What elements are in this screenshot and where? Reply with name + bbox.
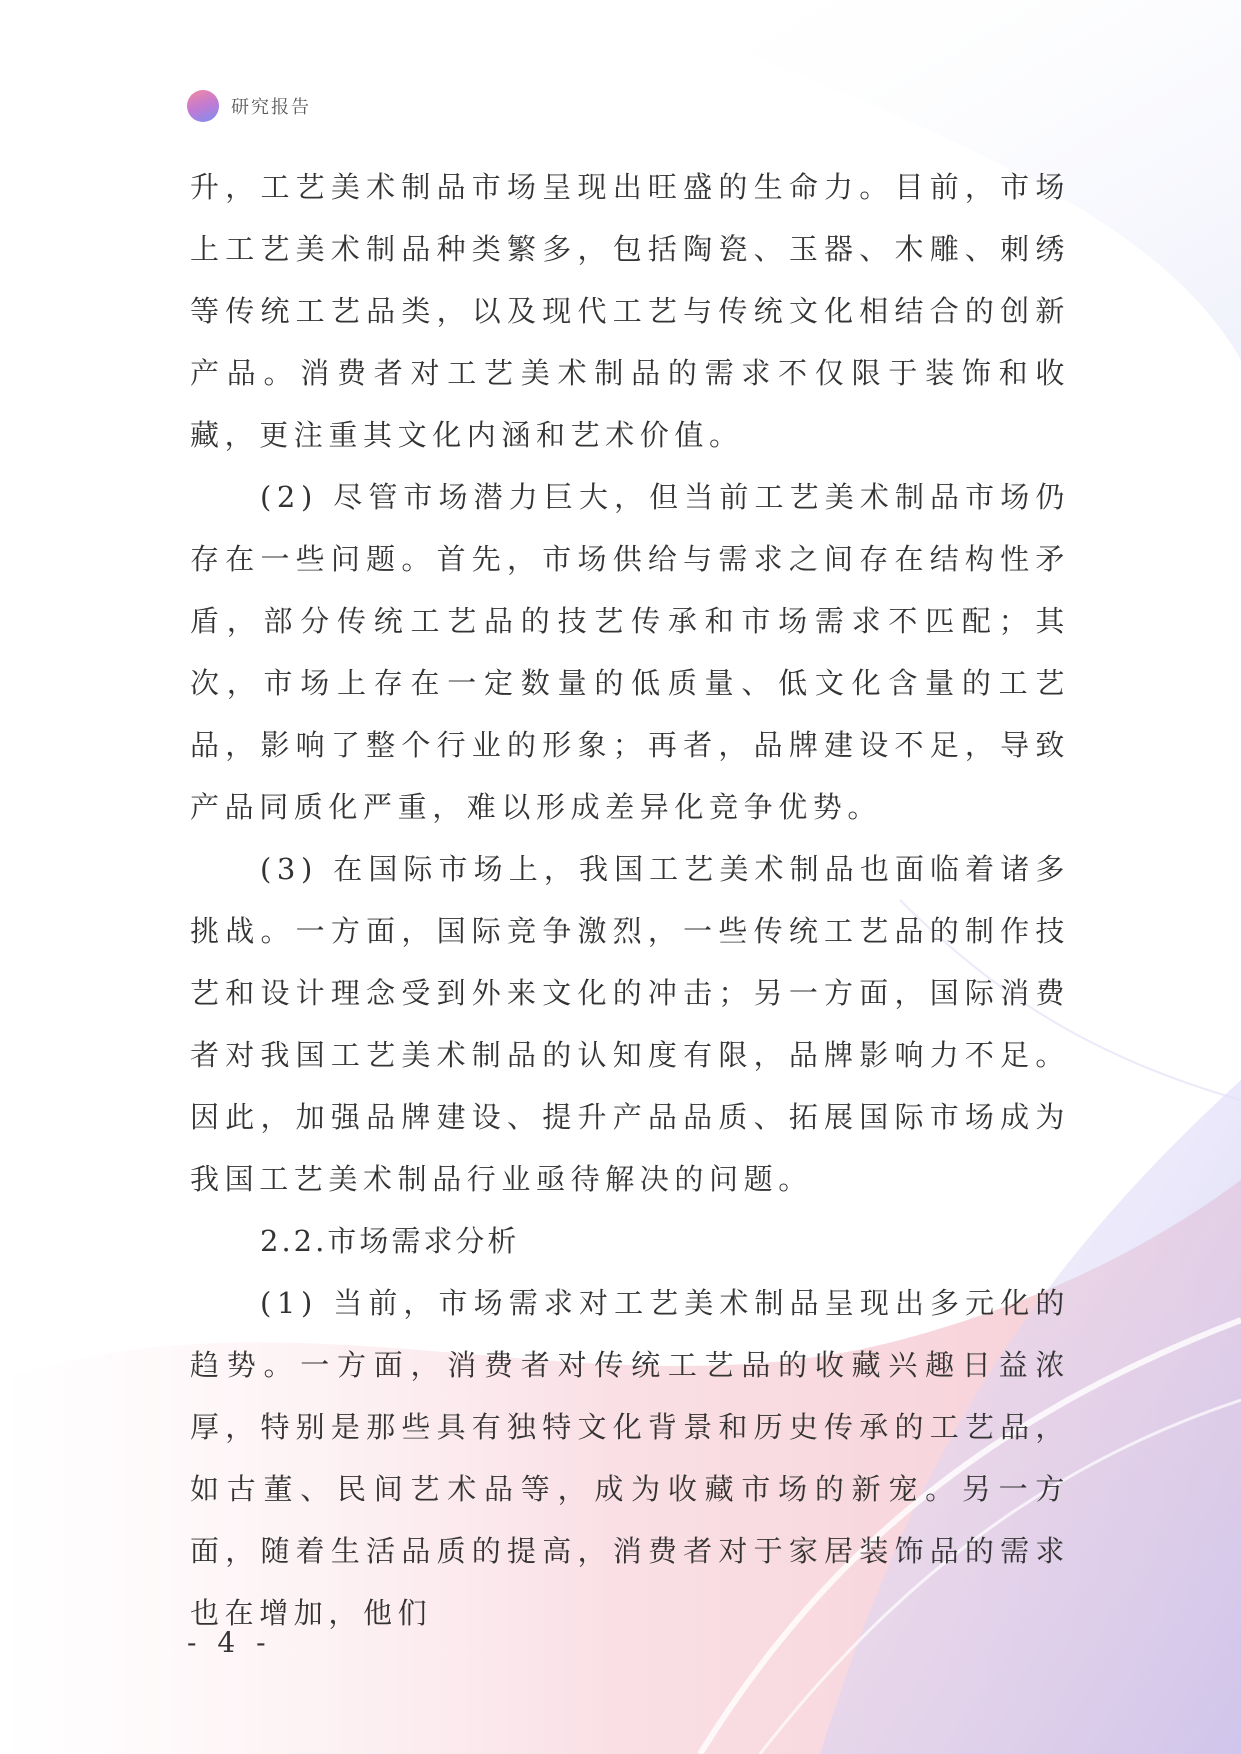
- paragraph-2: (2) 尽管市场潜力巨大，但当前工艺美术制品市场仍存在一些问题。首先，市场供给与需求之间存在结构性矛盾，部分传统工艺品的技艺传承和市场需求不匹配；其次，市场上存在一定数量的低质量、低文化含量的工艺品，影响了整个行业的形象；再者，品牌建设不足，导致产品同质化严重，难以形成差异化竞争优势。: [190, 480, 1070, 824]
- paragraph-3: (3) 在国际市场上，我国工艺美术制品也面临着诸多挑战。一方面，国际竞争激烈，一些传统工艺品的制作技艺和设计理念受到外来文化的冲击；另一方面，国际消费者对我国工艺美术制品的认知度有限，品牌影响力不足。因此，加强品牌建设、提升产品品质、拓展国际市场成为我国工艺美术制品行业亟待解决的问题。: [190, 852, 1070, 1196]
- document-body: [190, 156, 1070, 1644]
- paragraph-section-1: (1) 当前，市场需求对工艺美术制品呈现出多元化的趋势。一方面，消费者对传统工艺品的收藏兴趣日益浓厚，特别是那些具有独特文化背景和历史传承的工艺品，如古董、民间艺术品等，成为收藏市场的新宠。另一方面，随着生活品质的提高，消费者对于家居装饰品的需求也在增加，他们: [190, 1286, 1070, 1630]
- logo-circle-icon: [187, 90, 219, 122]
- page-header: [187, 88, 311, 124]
- section-heading: 2.2.市场需求分析: [260, 1224, 520, 1258]
- header-title: 研究报告: [231, 97, 311, 118]
- paragraph-continuation: 升，工艺美术制品市场呈现出旺盛的生命力。目前，市场上工艺美术制品种类繁多，包括陶瓷、玉器、木雕、刺绣等传统工艺品类，以及现代工艺与传统文化相结合的创新产品。消费者对工艺美术制品的需求不仅限于装饰和收藏，更注重其文化内涵和艺术价值。: [190, 170, 1070, 452]
- page-number: - 4 -: [187, 1626, 272, 1659]
